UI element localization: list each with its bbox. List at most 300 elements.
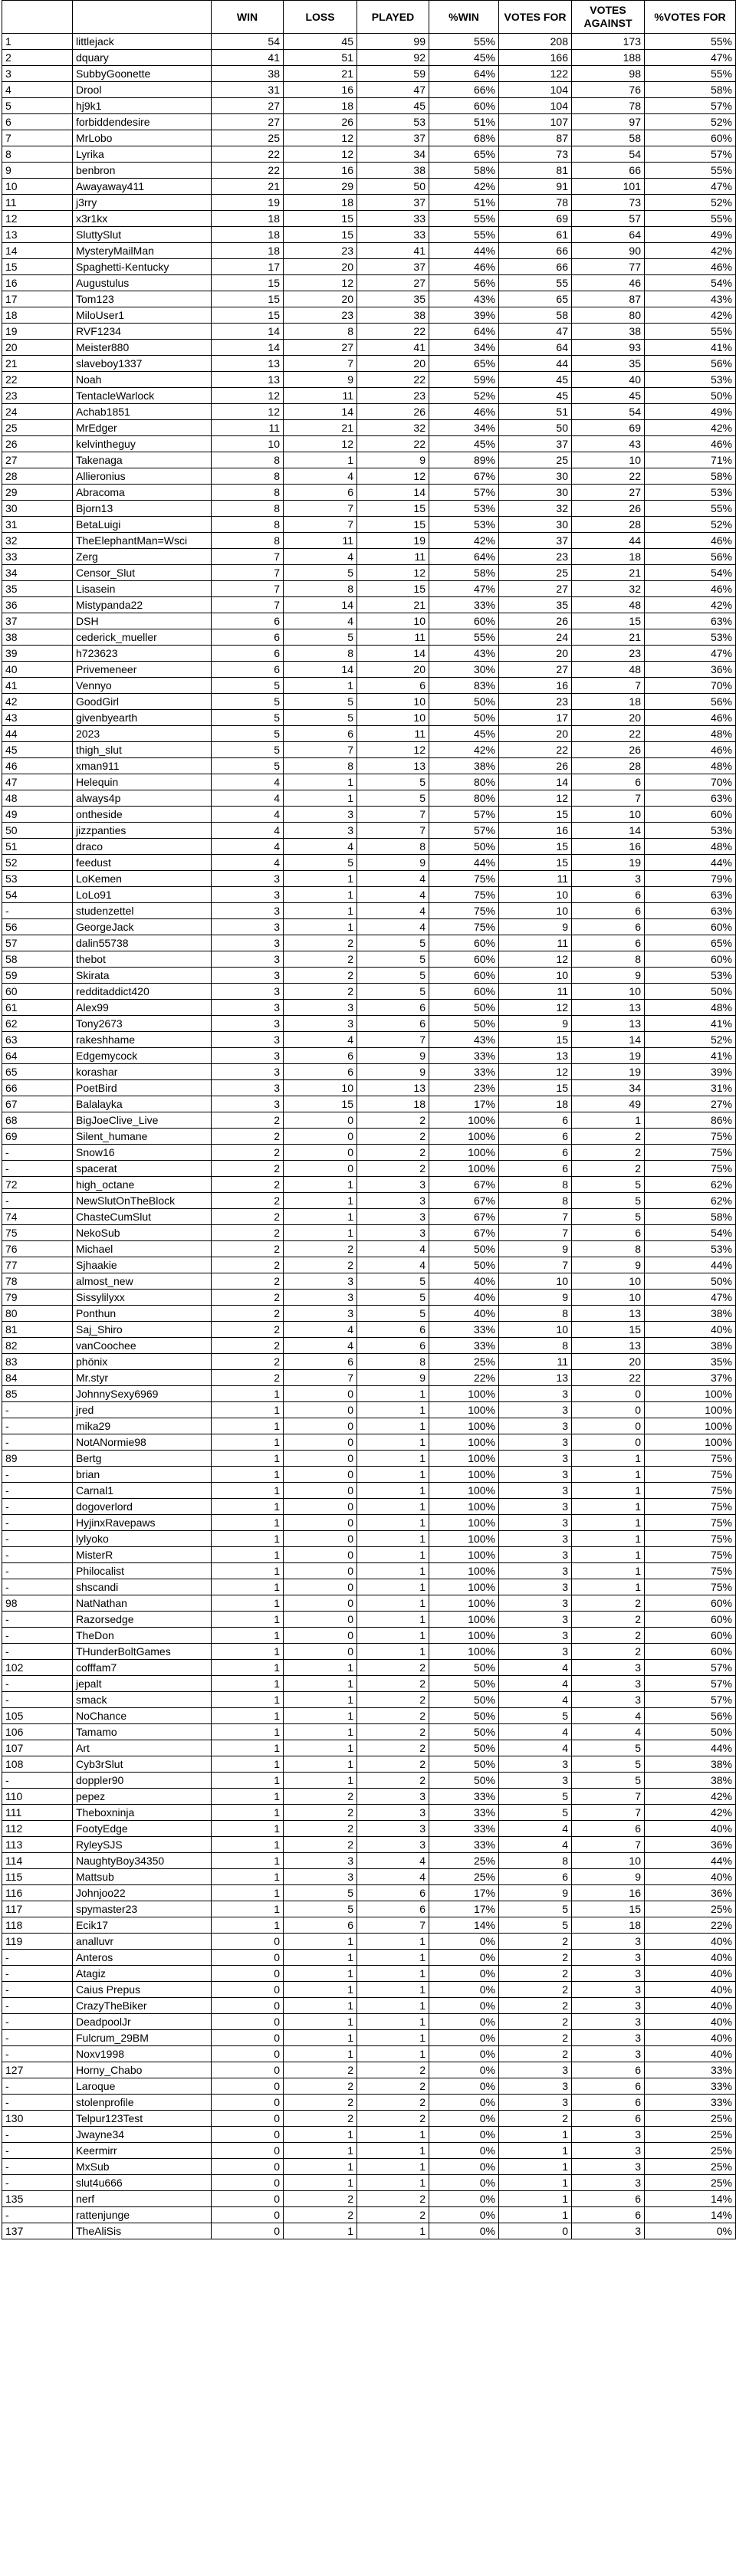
losses-cell: 2 bbox=[284, 2207, 357, 2223]
rank-cell: 13 bbox=[2, 227, 73, 243]
win-percent-cell: 55% bbox=[429, 34, 499, 50]
losses-cell: 5 bbox=[284, 629, 357, 646]
losses-cell: 2 bbox=[284, 2095, 357, 2111]
losses-cell: 0 bbox=[284, 1531, 357, 1547]
votes-for-cell: 69 bbox=[499, 211, 572, 227]
table-row bbox=[2, 2143, 736, 2159]
player-name-cell: Philocalist bbox=[73, 1563, 212, 1579]
votes-for-cell: 3 bbox=[499, 1563, 572, 1579]
votes-for-cell: 11 bbox=[499, 1354, 572, 1370]
table-row bbox=[2, 742, 736, 758]
player-name-cell: cofffam7 bbox=[73, 1660, 212, 1676]
win-percent-cell: 60% bbox=[429, 98, 499, 114]
player-name-cell: Noah bbox=[73, 372, 212, 388]
votes-for-cell: 0 bbox=[499, 2223, 572, 2239]
votes-for-percent-cell: 55% bbox=[645, 501, 736, 517]
win-percent-cell: 100% bbox=[429, 1644, 499, 1660]
rank-cell: 12 bbox=[2, 211, 73, 227]
table-row bbox=[2, 807, 736, 823]
win-percent-cell: 64% bbox=[429, 66, 499, 82]
table-row bbox=[2, 694, 736, 710]
losses-cell: 18 bbox=[284, 195, 357, 211]
table-row bbox=[2, 726, 736, 742]
win-percent-cell: 66% bbox=[429, 82, 499, 98]
win-percent-cell: 55% bbox=[429, 211, 499, 227]
played-cell: 1 bbox=[357, 1434, 429, 1451]
played-cell: 6 bbox=[357, 1338, 429, 1354]
played-cell: 1 bbox=[357, 1595, 429, 1612]
win-percent-cell: 67% bbox=[429, 1193, 499, 1209]
win-percent-cell: 0% bbox=[429, 2095, 499, 2111]
rank-cell: 27 bbox=[2, 452, 73, 468]
votes-for-cell: 10 bbox=[499, 887, 572, 903]
votes-for-cell: 8 bbox=[499, 1338, 572, 1354]
votes-against-cell: 21 bbox=[572, 629, 645, 646]
votes-for-cell: 44 bbox=[499, 356, 572, 372]
player-name-cell: Lisasein bbox=[73, 581, 212, 597]
votes-for-cell: 50 bbox=[499, 420, 572, 436]
table-row bbox=[2, 1177, 736, 1193]
played-cell: 4 bbox=[357, 887, 429, 903]
votes-against-cell: 73 bbox=[572, 195, 645, 211]
player-name-cell: high_octane bbox=[73, 1177, 212, 1193]
rank-cell: 30 bbox=[2, 501, 73, 517]
win-percent-cell: 23% bbox=[429, 1080, 499, 1096]
losses-cell: 9 bbox=[284, 372, 357, 388]
played-cell: 1 bbox=[357, 2127, 429, 2143]
rank-cell: - bbox=[2, 1563, 73, 1579]
rank-cell: - bbox=[2, 1515, 73, 1531]
losses-cell: 5 bbox=[284, 855, 357, 871]
wins-cell: 0 bbox=[212, 2095, 284, 2111]
table-row bbox=[2, 790, 736, 807]
votes-for-cell: 26 bbox=[499, 758, 572, 774]
played-cell: 1 bbox=[357, 1966, 429, 1982]
rank-cell: 53 bbox=[2, 871, 73, 887]
votes-for-cell: 3 bbox=[499, 2095, 572, 2111]
wins-cell: 2 bbox=[212, 1322, 284, 1338]
rank-cell: 77 bbox=[2, 1257, 73, 1273]
rank-cell: 46 bbox=[2, 758, 73, 774]
votes-against-cell: 5 bbox=[572, 1193, 645, 1209]
rank-cell: 67 bbox=[2, 1096, 73, 1112]
losses-cell: 20 bbox=[284, 259, 357, 275]
votes-for-percent-cell: 62% bbox=[645, 1193, 736, 1209]
votes-for-cell: 4 bbox=[499, 1837, 572, 1853]
votes-for-cell: 10 bbox=[499, 1322, 572, 1338]
losses-cell: 1 bbox=[284, 1724, 357, 1740]
votes-against-cell: 22 bbox=[572, 468, 645, 485]
votes-for-percent-cell: 60% bbox=[645, 951, 736, 968]
player-name-cell: spacerat bbox=[73, 1161, 212, 1177]
played-cell: 22 bbox=[357, 324, 429, 340]
player-name-cell: MiloUser1 bbox=[73, 307, 212, 324]
losses-cell: 2 bbox=[284, 951, 357, 968]
votes-against-cell: 0 bbox=[572, 1386, 645, 1402]
votes-against-cell: 2 bbox=[572, 1161, 645, 1177]
votes-for-cell: 45 bbox=[499, 372, 572, 388]
votes-against-cell: 3 bbox=[572, 2175, 645, 2191]
table-row bbox=[2, 1016, 736, 1032]
rank-cell: 16 bbox=[2, 275, 73, 291]
votes-for-percent-cell: 49% bbox=[645, 404, 736, 420]
rank-cell: 56 bbox=[2, 919, 73, 935]
rank-cell: 25 bbox=[2, 420, 73, 436]
votes-against-cell: 9 bbox=[572, 1869, 645, 1885]
played-cell: 4 bbox=[357, 1241, 429, 1257]
table-row bbox=[2, 1467, 736, 1483]
votes-for-percent-cell: 25% bbox=[645, 2111, 736, 2127]
votes-for-percent-cell: 48% bbox=[645, 758, 736, 774]
votes-for-cell: 30 bbox=[499, 468, 572, 485]
played-cell: 1 bbox=[357, 1934, 429, 1950]
votes-for-percent-cell: 36% bbox=[645, 1837, 736, 1853]
table-row bbox=[2, 1434, 736, 1451]
wins-cell: 13 bbox=[212, 356, 284, 372]
rank-cell: 52 bbox=[2, 855, 73, 871]
rank-cell: - bbox=[2, 1483, 73, 1499]
played-cell: 23 bbox=[357, 388, 429, 404]
player-column-header bbox=[73, 1, 212, 34]
votes-against-cell: 1 bbox=[572, 1112, 645, 1129]
votes-for-cell: 23 bbox=[499, 694, 572, 710]
played-cell: 7 bbox=[357, 823, 429, 839]
rank-cell: - bbox=[2, 1982, 73, 1998]
player-name-cell: RVF1234 bbox=[73, 324, 212, 340]
votes-for-percent-cell: 46% bbox=[645, 533, 736, 549]
votes-for-percent-cell: 48% bbox=[645, 726, 736, 742]
played-cell: 6 bbox=[357, 1000, 429, 1016]
table-row bbox=[2, 1950, 736, 1966]
rank-cell: - bbox=[2, 1644, 73, 1660]
player-name-cell: jred bbox=[73, 1402, 212, 1418]
win-percent-cell: 100% bbox=[429, 1451, 499, 1467]
wins-cell: 5 bbox=[212, 710, 284, 726]
played-cell: 3 bbox=[357, 1193, 429, 1209]
votes-for-percent-cell: 75% bbox=[645, 1531, 736, 1547]
votes-for-percent-cell: 55% bbox=[645, 163, 736, 179]
losses-cell: 1 bbox=[284, 1982, 357, 1998]
player-name-cell: Anteros bbox=[73, 1950, 212, 1966]
leaderboard-table bbox=[2, 0, 736, 2239]
played-cell: 2 bbox=[357, 1740, 429, 1756]
rank-cell: 45 bbox=[2, 742, 73, 758]
rank-column-header bbox=[2, 1, 73, 34]
losses-cell: 1 bbox=[284, 774, 357, 790]
table-row bbox=[2, 1885, 736, 1901]
win-percent-cell: 67% bbox=[429, 1209, 499, 1225]
votes-for-cell: 3 bbox=[499, 1434, 572, 1451]
played-cell: 1 bbox=[357, 1644, 429, 1660]
votes-against-cell: 3 bbox=[572, 1660, 645, 1676]
votes-for-percent-cell: 47% bbox=[645, 179, 736, 195]
wins-cell: 2 bbox=[212, 1129, 284, 1145]
votes-for-percent-cell: 42% bbox=[645, 420, 736, 436]
votes-for-cell: 1 bbox=[499, 2159, 572, 2175]
win-percent-cell: 50% bbox=[429, 1000, 499, 1016]
win-percent-cell: 0% bbox=[429, 1998, 499, 2014]
votes-for-percent-cell: 25% bbox=[645, 2127, 736, 2143]
wins-cell: 6 bbox=[212, 646, 284, 662]
win-percent-cell: 100% bbox=[429, 1515, 499, 1531]
votes-against-cell: 69 bbox=[572, 420, 645, 436]
played-cell: 3 bbox=[357, 1789, 429, 1805]
played-cell: 4 bbox=[357, 1853, 429, 1869]
losses-cell: 18 bbox=[284, 98, 357, 114]
votes-against-cell: 3 bbox=[572, 1982, 645, 1998]
player-name-cell: BigJoeClive_Live bbox=[73, 1112, 212, 1129]
votes-for-percent-cell: 75% bbox=[645, 1467, 736, 1483]
rank-cell: 19 bbox=[2, 324, 73, 340]
played-cell: 5 bbox=[357, 1290, 429, 1306]
rank-cell: 9 bbox=[2, 163, 73, 179]
rank-cell: 107 bbox=[2, 1740, 73, 1756]
votes-for-cell: 66 bbox=[499, 259, 572, 275]
played-cell: 47 bbox=[357, 82, 429, 98]
win-percent-cell: 56% bbox=[429, 275, 499, 291]
player-name-cell: Zerg bbox=[73, 549, 212, 565]
win-percent-cell: 39% bbox=[429, 307, 499, 324]
votes-for-cell: 104 bbox=[499, 98, 572, 114]
votes-for-cell: 10 bbox=[499, 968, 572, 984]
table-row bbox=[2, 1612, 736, 1628]
rank-cell: 113 bbox=[2, 1837, 73, 1853]
played-cell: 4 bbox=[357, 1257, 429, 1273]
played-cell: 15 bbox=[357, 517, 429, 533]
losses-cell: 1 bbox=[284, 1756, 357, 1773]
played-cell: 2 bbox=[357, 2191, 429, 2207]
votes-against-cell: 15 bbox=[572, 613, 645, 629]
losses-cell: 2 bbox=[284, 2111, 357, 2127]
win-percent-cell: 33% bbox=[429, 597, 499, 613]
rank-cell: 65 bbox=[2, 1064, 73, 1080]
votes-for-percent-cell: 25% bbox=[645, 2175, 736, 2191]
wins-cell: 1 bbox=[212, 1434, 284, 1451]
votes-against-cell: 27 bbox=[572, 485, 645, 501]
votes-for-cell: 61 bbox=[499, 227, 572, 243]
table-row bbox=[2, 823, 736, 839]
votes-for-cell: 4 bbox=[499, 1692, 572, 1708]
votes-against-cell: 14 bbox=[572, 1032, 645, 1048]
rank-cell: 102 bbox=[2, 1660, 73, 1676]
losses-cell: 7 bbox=[284, 356, 357, 372]
rank-cell: 60 bbox=[2, 984, 73, 1000]
votes-for-cell: 8 bbox=[499, 1193, 572, 1209]
rank-cell: - bbox=[2, 2046, 73, 2062]
wins-cell: 3 bbox=[212, 1096, 284, 1112]
votes-for-percent-cell: 54% bbox=[645, 565, 736, 581]
player-name-cell: nerf bbox=[73, 2191, 212, 2207]
rank-cell: - bbox=[2, 1676, 73, 1692]
played-cell: 59 bbox=[357, 66, 429, 82]
losses-cell: 4 bbox=[284, 1338, 357, 1354]
losses-cell: 1 bbox=[284, 1966, 357, 1982]
votes-for-cell: 3 bbox=[499, 1531, 572, 1547]
votes-for-cell: 3 bbox=[499, 1499, 572, 1515]
played-cell: 5 bbox=[357, 774, 429, 790]
votes-for-percent-cell: 70% bbox=[645, 774, 736, 790]
losses-cell: 2 bbox=[284, 1821, 357, 1837]
table-row bbox=[2, 179, 736, 195]
wins-cell: 3 bbox=[212, 951, 284, 968]
rank-cell: 114 bbox=[2, 1853, 73, 1869]
win-percent-cell: 45% bbox=[429, 726, 499, 742]
win-percent-cell: 42% bbox=[429, 533, 499, 549]
player-name-cell: redditaddict420 bbox=[73, 984, 212, 1000]
played-cell: 2 bbox=[357, 1773, 429, 1789]
votes-for-percent-cell: 48% bbox=[645, 839, 736, 855]
played-cell: 2 bbox=[357, 2111, 429, 2127]
votes-against-cell: 3 bbox=[572, 871, 645, 887]
votes-for-percent-cell: 75% bbox=[645, 1451, 736, 1467]
player-name-cell: Art bbox=[73, 1740, 212, 1756]
votes-for-percent-cell: 54% bbox=[645, 1225, 736, 1241]
table-row bbox=[2, 1483, 736, 1499]
votes-against-cell: 10 bbox=[572, 452, 645, 468]
losses-cell: 2 bbox=[284, 2191, 357, 2207]
losses-cell: 14 bbox=[284, 662, 357, 678]
player-name-cell: littlejack bbox=[73, 34, 212, 50]
win-percent-cell: 100% bbox=[429, 1129, 499, 1145]
table-row bbox=[2, 436, 736, 452]
votes-for-cell: 3 bbox=[499, 2078, 572, 2095]
votes-for-cell: 16 bbox=[499, 678, 572, 694]
win-percent-cell: 30% bbox=[429, 662, 499, 678]
votes-for-cell: 15 bbox=[499, 839, 572, 855]
votes-for-percent-cell: 42% bbox=[645, 243, 736, 259]
table-row bbox=[2, 855, 736, 871]
wins-cell: 2 bbox=[212, 1306, 284, 1322]
win-percent-cell: 50% bbox=[429, 1708, 499, 1724]
votes-for-cell: 20 bbox=[499, 646, 572, 662]
played-cell: 2 bbox=[357, 1724, 429, 1740]
table-row bbox=[2, 839, 736, 855]
votes-for-cell: 2 bbox=[499, 1966, 572, 1982]
votes-for-percent-cell: 58% bbox=[645, 1209, 736, 1225]
wins-cell: 3 bbox=[212, 968, 284, 984]
table-row bbox=[2, 533, 736, 549]
win-percent-cell: 0% bbox=[429, 2062, 499, 2078]
votes-for-percent-cell: 55% bbox=[645, 66, 736, 82]
wins-cell: 12 bbox=[212, 404, 284, 420]
rank-cell: - bbox=[2, 1531, 73, 1547]
player-name-cell: slaveboy1337 bbox=[73, 356, 212, 372]
wins-cell: 3 bbox=[212, 1080, 284, 1096]
losses-cell: 15 bbox=[284, 211, 357, 227]
played-cell: 38 bbox=[357, 163, 429, 179]
player-name-cell: Mistypanda22 bbox=[73, 597, 212, 613]
rank-cell: - bbox=[2, 2127, 73, 2143]
header-row bbox=[2, 1, 736, 34]
wins-cell: 22 bbox=[212, 163, 284, 179]
votes-against-cell: 2 bbox=[572, 1612, 645, 1628]
votes-against-cell: 22 bbox=[572, 1370, 645, 1386]
losses-cell: 0 bbox=[284, 1467, 357, 1483]
losses-cell: 26 bbox=[284, 114, 357, 130]
table-row bbox=[2, 1740, 736, 1756]
votes-for-cell: 37 bbox=[499, 533, 572, 549]
wins-cell: 0 bbox=[212, 2046, 284, 2062]
player-name-cell: CrazyTheBiker bbox=[73, 1998, 212, 2014]
votes-against-cell: 90 bbox=[572, 243, 645, 259]
votes-for-percent-cell: 54% bbox=[645, 275, 736, 291]
wins-cell: 1 bbox=[212, 1708, 284, 1724]
played-cell: 3 bbox=[357, 1209, 429, 1225]
rank-cell: 31 bbox=[2, 517, 73, 533]
win-percent-cell: 100% bbox=[429, 1563, 499, 1579]
win-percent-cell: 33% bbox=[429, 1064, 499, 1080]
votes-for-percent-cell: 37% bbox=[645, 1370, 736, 1386]
table-row bbox=[2, 340, 736, 356]
player-name-cell: LoKemen bbox=[73, 871, 212, 887]
player-name-cell: RyleySJS bbox=[73, 1837, 212, 1853]
losses-cell: 14 bbox=[284, 597, 357, 613]
votes-against-cell: 1 bbox=[572, 1579, 645, 1595]
win-percent-cell: 33% bbox=[429, 1821, 499, 1837]
votes-against-cell: 1 bbox=[572, 1563, 645, 1579]
wins-cell: 0 bbox=[212, 1998, 284, 2014]
player-name-cell: jizzpanties bbox=[73, 823, 212, 839]
win-percent-cell: 60% bbox=[429, 935, 499, 951]
win-percent-cell: 33% bbox=[429, 1338, 499, 1354]
votes-against-cell: 13 bbox=[572, 1016, 645, 1032]
played-cell: 3 bbox=[357, 1225, 429, 1241]
rank-cell: - bbox=[2, 1547, 73, 1563]
played-cell: 4 bbox=[357, 1869, 429, 1885]
losses-cell: 3 bbox=[284, 1016, 357, 1032]
votes-for-cell: 14 bbox=[499, 774, 572, 790]
votes-against-cell: 3 bbox=[572, 2014, 645, 2030]
played-cell: 1 bbox=[357, 1628, 429, 1644]
table-row bbox=[2, 758, 736, 774]
player-name-cell: kelvintheguy bbox=[73, 436, 212, 452]
losses-cell: 0 bbox=[284, 1112, 357, 1129]
wins-cell: 2 bbox=[212, 1354, 284, 1370]
table-row bbox=[2, 1628, 736, 1644]
votes-for-percent-cell: 79% bbox=[645, 871, 736, 887]
votes-for-cell: 3 bbox=[499, 1595, 572, 1612]
player-name-cell: NoChance bbox=[73, 1708, 212, 1724]
player-name-cell: Drool bbox=[73, 82, 212, 98]
rank-cell: 47 bbox=[2, 774, 73, 790]
votes-for-cell: 5 bbox=[499, 1901, 572, 1917]
rank-cell: 18 bbox=[2, 307, 73, 324]
player-name-cell: MrLobo bbox=[73, 130, 212, 146]
player-name-cell: ontheside bbox=[73, 807, 212, 823]
votes-for-cell: 104 bbox=[499, 82, 572, 98]
table-row bbox=[2, 1080, 736, 1096]
votes-for-percent-cell: 41% bbox=[645, 340, 736, 356]
win-percent-cell: 50% bbox=[429, 1016, 499, 1032]
win-percent-cell: 50% bbox=[429, 1241, 499, 1257]
losses-cell: 15 bbox=[284, 227, 357, 243]
votes-for-percent-cell: 40% bbox=[645, 1821, 736, 1837]
wins-cell: 5 bbox=[212, 678, 284, 694]
wins-cell: 8 bbox=[212, 517, 284, 533]
rank-cell: - bbox=[2, 903, 73, 919]
wins-cell: 18 bbox=[212, 227, 284, 243]
votes-for-percent-cell: 57% bbox=[645, 146, 736, 163]
votes-for-cell: 24 bbox=[499, 629, 572, 646]
wins-cell: 10 bbox=[212, 436, 284, 452]
losses-cell: 6 bbox=[284, 1048, 357, 1064]
votes-for-cell: 12 bbox=[499, 790, 572, 807]
table-row bbox=[2, 1644, 736, 1660]
votes-for-cell: 8 bbox=[499, 1306, 572, 1322]
player-name-cell: Carnal1 bbox=[73, 1483, 212, 1499]
losses-cell: 23 bbox=[284, 243, 357, 259]
votes-for-percent-cell: 58% bbox=[645, 468, 736, 485]
